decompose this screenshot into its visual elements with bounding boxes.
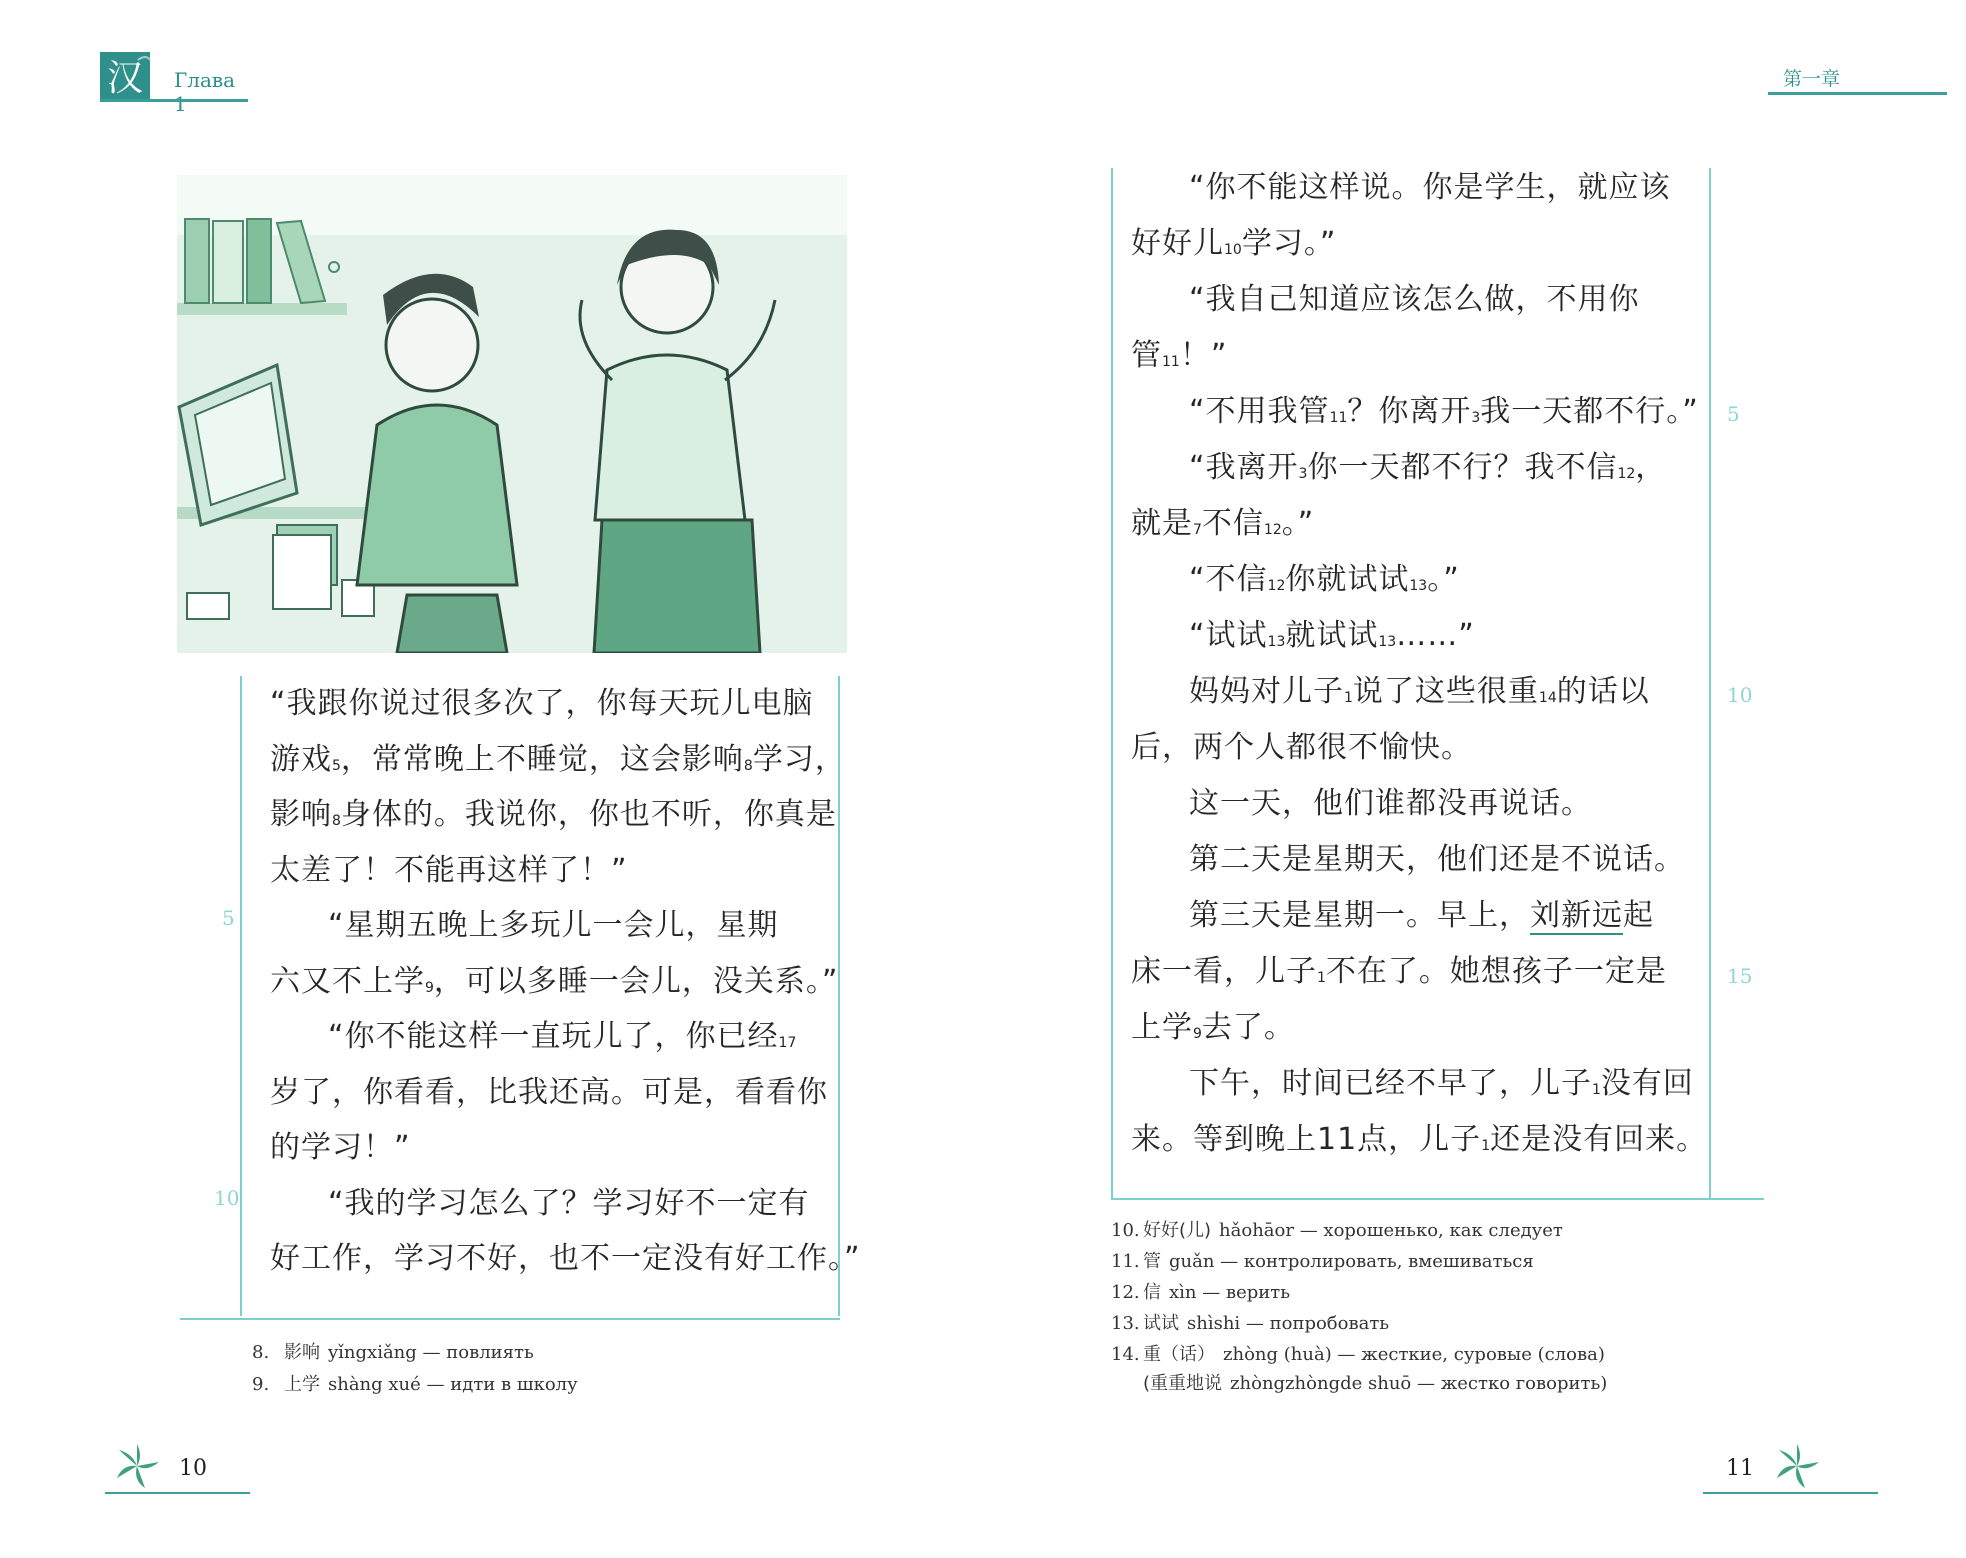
page-number-rule (105, 1492, 250, 1494)
text-segment: 上学 (1131, 1010, 1193, 1045)
footnote-ref: 9 (1193, 1026, 1202, 1042)
line-number: 10 (214, 1186, 240, 1210)
line-number: 10 (1727, 683, 1753, 707)
footnote-ref: 3 (1298, 466, 1308, 482)
footnote-ref: 1 (1317, 970, 1326, 986)
footnote-ref: 8 (332, 813, 341, 829)
footnote-ref: 14 (1538, 690, 1557, 706)
text-segment: “你不能这样一直玩儿了，你已经 (328, 1019, 779, 1054)
text-line (270, 787, 837, 843)
text-segment: 来。等到晚上11点，儿子 (1131, 1122, 1482, 1157)
text-line (328, 898, 779, 954)
footnote-item: 14. 重（话） zhòng (huà) — жесткие, суровые (слова) (1111, 1344, 1605, 1365)
text-segment: 。” (1281, 506, 1315, 541)
text-segment: “星期五晚上多玩儿一会儿，星期 (328, 908, 779, 943)
text-segment: 岁了，你看看，比我还高。可是，看看你 (270, 1074, 828, 1110)
text-segment: 的话以 (1556, 674, 1650, 709)
footnote-rule-right (1111, 1198, 1764, 1200)
text-line (270, 954, 838, 1010)
text-segment: 第二天是星期天，他们还是不说话。 (1189, 842, 1685, 877)
footnote-ref: 13 (1267, 634, 1286, 650)
han-logo-icon (100, 52, 150, 100)
footnote-ref: 1 (1592, 1082, 1601, 1098)
footnote-item: 8. 影响 yǐngxiǎng — повлиять (252, 1342, 534, 1363)
leaf-icon (1773, 1442, 1821, 1490)
text-segment: 床一看，儿子 (1131, 954, 1317, 989)
text-segment: 学习。” (1241, 226, 1337, 261)
line-number: 5 (222, 906, 235, 930)
text-line (270, 1065, 828, 1121)
text-line (1189, 160, 1671, 216)
footnote-rule-left (180, 1318, 840, 1320)
footnote-ref: 12 (1617, 466, 1636, 482)
text-segment: “我离开 (1189, 450, 1299, 485)
footnote-ref: 13 (1378, 634, 1397, 650)
leaf-icon (113, 1442, 161, 1490)
text-segment: 好好儿 (1131, 226, 1224, 261)
text-line (270, 1231, 861, 1287)
text-segment: ？你离开 (1347, 394, 1472, 429)
text-segment: 管 (1131, 338, 1162, 373)
text-segment: “你不能这样说。你是学生，就应该 (1189, 170, 1671, 205)
text-line (1189, 776, 1592, 832)
text-segment: 就是 (1131, 506, 1193, 541)
text-segment: 还是没有回来。 (1490, 1122, 1708, 1157)
running-head-left (100, 52, 248, 116)
text-line (328, 1009, 796, 1065)
footnote-ref: 12 (1263, 522, 1282, 538)
text-segment: 去了。 (1201, 1010, 1295, 1045)
footnote-ref: 8 (743, 757, 753, 774)
text-segment: 不在了。她想孩子一定是 (1325, 954, 1667, 989)
text-line (1131, 1000, 1295, 1056)
footnote-item: 12. 信 xìn — верить (1111, 1282, 1291, 1303)
text-line (270, 732, 846, 788)
text-segment: 这一天，他们谁都没再说话。 (1189, 786, 1592, 821)
text-segment: ， (1635, 450, 1667, 485)
text-segment: ……” (1396, 618, 1475, 653)
text-segment: 游戏 (270, 741, 332, 777)
text-line (1189, 552, 1460, 608)
text-segment: 影响 (270, 797, 332, 832)
text-line (1131, 720, 1472, 776)
text-segment: 妈妈对儿子 (1189, 674, 1344, 709)
text-line (1189, 664, 1650, 720)
footnote-ref: 9 (425, 979, 434, 996)
text-segment: “不用我管 (1189, 394, 1330, 429)
text-segment: 就试试 (1285, 618, 1379, 653)
line-number: 15 (1727, 964, 1753, 988)
text-segment: “我跟你说过很多次了，你每天玩儿电脑 (270, 686, 814, 721)
text-segment: 你一天都不行？我不信 (1307, 450, 1618, 485)
text-segment: 我一天都不行。” (1480, 394, 1699, 429)
illustration-mother-and-son (177, 175, 847, 653)
text-line (1189, 384, 1699, 440)
line-number: 5 (1727, 402, 1740, 426)
footnote-item: 9. 上学 shàng xué — идти в школу (252, 1374, 578, 1395)
text-segment: “我自己知道应该怎么做，不用你 (1189, 282, 1640, 317)
text-segment: 的学习！” (270, 1130, 411, 1165)
text-segment: 身体的。我说你，你也不听，你真是 (340, 797, 837, 832)
text-segment: 不信 (1201, 506, 1264, 541)
right-page (983, 0, 1966, 1558)
text-segment: 起 (1623, 898, 1654, 933)
running-head-right (1783, 60, 1947, 100)
text-segment: ！” (1179, 338, 1228, 373)
text-segment: 。” (1427, 562, 1460, 597)
text-line (1131, 216, 1336, 272)
footnote-ref: 11 (1162, 354, 1180, 370)
footnote-ref: 3 (1471, 410, 1481, 426)
footnote-ref: 11 (1329, 410, 1348, 426)
text-segment: ，可以多睡一会儿，没关系。” (433, 963, 839, 999)
text-line (1189, 440, 1666, 496)
page-number-left: 10 (105, 1452, 255, 1492)
text-line (1189, 888, 1654, 944)
footnote-ref: 5 (332, 757, 341, 774)
text-segment: 说了这些很重 (1352, 674, 1539, 709)
footnote-ref: 17 (778, 1035, 797, 1051)
footnote-ref: 10 (1224, 242, 1242, 258)
text-line (1189, 1056, 1694, 1112)
text-segment: “不信 (1189, 562, 1268, 597)
footnote-ref: 13 (1409, 578, 1428, 594)
text-line (1189, 832, 1685, 888)
text-segment: 第三天是星期一。早上， (1189, 898, 1530, 933)
footnote-ref: 7 (1193, 522, 1202, 538)
text-segment: 太差了！不能再这样了！” (270, 852, 628, 888)
page-number-rule (1703, 1492, 1878, 1494)
text-segment: 没有回 (1600, 1066, 1694, 1101)
text-line (270, 676, 814, 732)
text-segment: 你就试试 (1285, 562, 1410, 597)
text-line (1131, 944, 1667, 1000)
text-segment: “试试 (1189, 618, 1268, 653)
text-line (1189, 272, 1640, 328)
svg-text:汉: 汉 (106, 58, 144, 99)
text-segment: “我的学习怎么了？学习好不一定有 (328, 1185, 810, 1221)
text-segment: 下午，时间已经不早了，儿子 (1189, 1066, 1592, 1101)
chapter-label: 第一章 (1783, 68, 1841, 90)
header-rule (100, 99, 248, 102)
text-line (270, 843, 628, 899)
footnote-item: 13. 试试 shìshi — попробовать (1111, 1313, 1390, 1334)
footnote-ref: 1 (1344, 690, 1353, 706)
text-segment: 六又不上学 (270, 963, 425, 999)
text-line (1131, 328, 1227, 384)
footnote-item: 10. 好好(儿) hǎohāor — хорошенько, как следует (1111, 1220, 1563, 1241)
text-line (1131, 1112, 1707, 1168)
chapter-label: Глава 1 (174, 68, 236, 116)
text-line (328, 1176, 810, 1232)
text-segment: 学习， (752, 741, 846, 777)
text-segment: ，常常晚上不睡觉，这会影响 (340, 741, 744, 777)
proper-name: 刘新远 (1530, 898, 1623, 933)
footnote-item: 11. 管 guǎn — контролировать, вмешиваться (1111, 1251, 1534, 1272)
header-rule (1768, 92, 1947, 95)
page-number-right: 11 (1703, 1452, 1883, 1492)
footnote-item: (重重地说 zhòngzhòngde shuō — жестко говорить) (1143, 1373, 1608, 1394)
footnote-ref: 12 (1267, 578, 1286, 594)
text-line (270, 1120, 411, 1176)
footnote-ref: 1 (1481, 1138, 1491, 1154)
text-segment: 后，两个人都很不愉快。 (1131, 730, 1472, 765)
text-segment: 好工作，学习不好，也不一定没有好工作。” (270, 1241, 861, 1276)
text-line (1131, 496, 1314, 552)
text-line (1189, 608, 1475, 664)
